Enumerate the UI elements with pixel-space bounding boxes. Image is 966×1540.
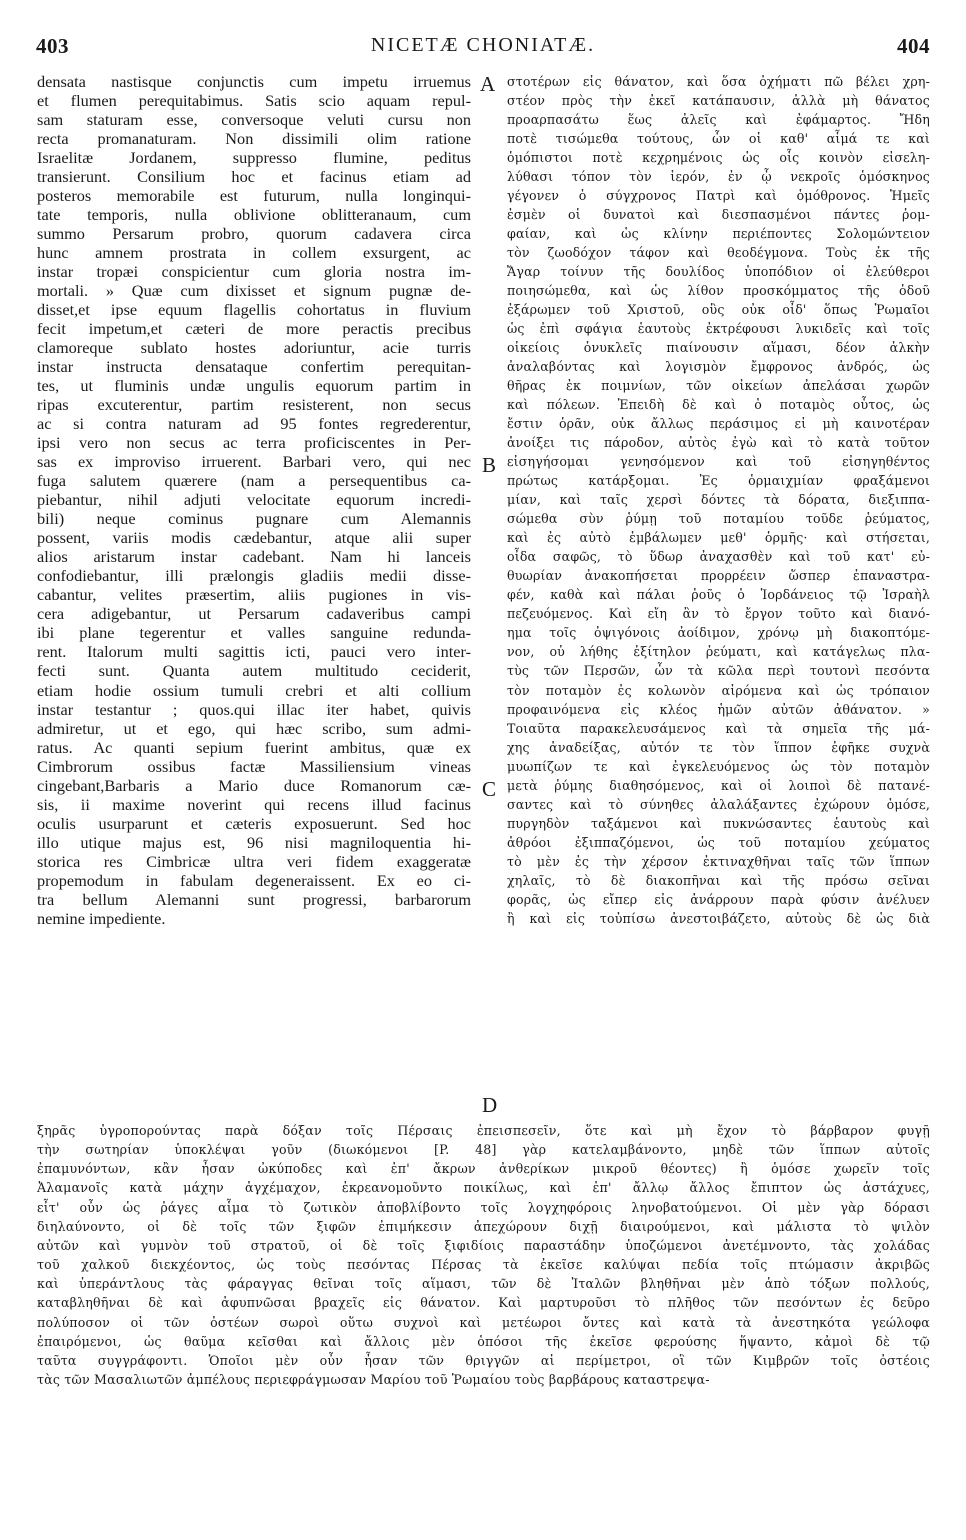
latin-text-line: sam staturam esse, conversoque veluti cursu non [37,110,471,130]
greek-text-line: χηλαῖς, τὸ δὲ διακοπῆναι καὶ τῆς πρόσω σεῖναι [507,872,930,888]
running-header [36,34,930,60]
latin-text-line: ratus. Ac quanti sepium fuerint ambitus, quæ ex [37,737,471,757]
greek-text-line: φορᾶς, ὡς εἴπερ εἰς ἀνάρρουν παρὰ φύσιν ἀνέλυεν [507,891,930,907]
greek-text-line: ημα τοῖς ὀψιγόνοις ἀοίδιμον, χρόνῳ μὴ διακοπτόμε- [507,625,930,641]
latin-text-line: instar tropæi conspicientur cum gloria nostra im- [37,262,471,282]
greek-text-line: καὶ ἐς αὐτὸ ἐμβάλωμεν μεθ' ὁρμῆς· καὶ στήσεται, [507,530,930,546]
greek-column [507,72,930,928]
section-marker-a: A [480,72,496,96]
greek-text-line: χης ἀναδείξας, αὐτόν τε τὸν ἵππον ἐφῆκε συχνὰ [507,739,930,755]
latin-text-line: alios aristarum instar cadebant. Nam hi lanceis [37,547,471,567]
greek-text-line: γέγονεν ὁ σύγχρονος Πατρὶ καὶ ὁμόθρονος. Ἡμεῖς [507,188,930,204]
latin-text-line: confodiebantur, illi prælongis gladiis medii disse- [37,566,471,586]
greek-text-line: φέν, καθὰ καὶ πάλαι ῥοῦς ὁ Ἰορδάνειος τῷ Ἰσραὴλ [507,587,930,603]
latin-text-line: disset,et ipse equum flagellis cohortatus in fluvium [37,300,471,320]
latin-text-line: etiam hodie ossium tumuli crebri et alti collium [37,680,471,700]
latin-text-line: fuga salutem quærere (nam a persequentibus ca- [37,471,471,491]
greek-text-line: μυωπίζων τε καὶ ἐγκελευόμενος ὡς τὸν ποταμὸν [507,758,930,774]
greek-text-line: εἰσηγήσομαι γενησόμενον καὶ τοῦ εἰσηγηθέντος [507,454,930,470]
greek-text-line: αὐτῶν καὶ γυμνὸν τοῦ στρατοῦ, οἱ δὲ τοῖς ξιφιδίοις παραστάδην ὑποζώμενοι ἀνετέμνοντο, τὰς χολάδας [37,1237,930,1253]
latin-text-line: fecit impetum,et cæteri de more peractis precibus [37,319,471,339]
latin-text-line: Israelitæ Jordanem, suppresso flumine, peditus [37,148,471,168]
greek-text-line: μετὰ ῥύμης διαθησόμενος, καὶ οἱ λοιποὶ δὲ πατανέ- [507,777,930,793]
greek-text-line: οἰκείοις ὀνυκλεῖς πιαίνουσιν αἵμασι, δέον ἀλκὴν [507,340,930,356]
latin-text-line: et flumen perequitabimus. Satis scio aquam repul- [37,91,471,111]
greek-text-line: Ἀλαμανοῖς κατὰ μάχην ἀγχέμαχον, ἐκρεανομοῦντο ποικίλως, καὶ ἐπ' ἄλλῳ ἄλλος ἔπιπτον ὡς ἀστάχυες, [37,1180,930,1196]
latin-text-line: summo Persarum probro, quorum cadavera circa [37,224,471,244]
greek-text-line: ἔστιν ὁρᾶν, οὐκ ἄλλως περάσιμος εἰ μὴ καινοτέραν [507,416,930,432]
latin-text-line: hunc amnem prostrata in collem exsurgent, ac [37,243,471,263]
greek-text-line: θῆρας ἐκ ποιμνίων, τῶν οἰκείων ἀπελάσαι χωρῶν [507,378,930,394]
greek-text-line: Τοιαῦτα παρακελευσάμενος καὶ τὰ σημεῖα τῆς μά- [507,720,930,736]
greek-text-line: προφαινόμενα εἰς κλέος ἡμῶν αὐτῶν ἀθάνατον. » [507,701,930,717]
left-page-number: 403 [36,34,69,58]
latin-text-line: oculis usurparunt et cæteris exposuerunt. Sed hoc [37,813,471,833]
running-title: NICETÆ CHONIATÆ. [370,34,596,56]
greek-text-line: ἀνοίξει τις πάροδον, αὐτὸς ἐγὼ καὶ τὸ κατὰ τοῦτον [507,435,930,451]
latin-column [37,72,471,928]
latin-text-line: piebantur, nihil adjuti velocitate equorum incredi- [37,490,471,510]
greek-text-line: τὴν σωτηρίαν ὑποκλέψαι γοῦν (διωκόμενοι [P. 48] γὰρ κατελαμβάνοντο, μηδὲ τῶν ἵππων αὐτοῖς [37,1142,930,1158]
greek-text-line: τοῦ χαλκοῦ διεκχέοντος, ὡς τοὺς πεσόντας Πέρσας τὰ ἐκεῖσε καλύψαι πεδία τοῖς πτώμασιν ἀκριβῶς [37,1257,930,1273]
greek-text-line: ἐπαιρόμενοι, ὡς θαῦμα κεῖσθαι καὶ ἄλλοις μὲν ὁπόσοι τῆς ἐκεῖσε φερούσης ἥψαντο, κἀμοὶ δὲ τῷ [37,1333,930,1349]
greek-text-line: πυργηδὸν ταξάμενοι καὶ πυκνώσαντες ἑαυτοὺς καὶ [507,815,930,831]
greek-text-line: σώμεθα σὺν ῥύμῃ τοῦ ποταμίου τοῦδε ῥεύματος, [507,511,930,527]
latin-text-line: nemine impediente. [37,908,166,928]
greek-text-line: σαντες καὶ τὸ σύνηθες ἀλαλάξαντες ἐχώρουν ὁμόσε, [507,796,930,812]
greek-text-line: οἶδα σαφῶς, τὸ ὕδωρ ἀναχασθὲν καὶ τοῦ κατ' εὐ- [507,549,930,565]
greek-text-line: ξηρᾶς ὑγροπορούντας παρὰ δόξαν τοῖς Πέρσαις ἐπεισπεσεῖν, ὅτε καὶ μὴ ἔχον τὸ βάρβαρον φυγῇ [37,1123,930,1138]
greek-text-line: ποτὲ τισώμεθα τούτους, ὧν οἱ καθ' αἷμά τε καὶ [507,131,930,147]
right-page-number: 404 [897,34,930,58]
latin-text-line: cera adigebantur, ut Persarum cadaveribus campi [37,604,471,624]
latin-text-line: mortali. » Quæ cum dixisset et signum pugnæ de- [37,281,471,301]
latin-text-line: cingebant,Barbaris a Mario duce Romanorum cæ- [37,775,471,795]
latin-text-line: sis, ii maxime noverint qui recens illud facinus [37,794,471,814]
greek-text-line: ὁμόπιστοι ποτὲ κεχρημένοις ὡς οἷς κοινὸν εἰσελη- [507,150,930,166]
greek-text-line: στέον πρὸς τὴν ἐκεῖ κατάπαυσιν, ἀλλὰ μὴ θάνατος [507,93,930,109]
latin-text-line: bili) neque cominus pugnare cum Alemannis [37,509,471,529]
latin-text-line: ibi plane tegerentur et valles sanguine redunda- [37,623,471,643]
greek-full-width-text [37,1121,930,1389]
latin-text-line: propemodum in fabulam degeneraissent. Ex eo ci- [37,870,471,890]
greek-text-line: τὺς τῶν Περσῶν, ὧν τὰ κῶλα περὶ τουτονὶ πεσόντα [507,663,930,679]
greek-text-line: τὰς τῶν Μασαλιωτῶν ἀμπέλους περιεφράγμωσαν Μαρίου τοῦ Ῥωμαίου τοὺς βαρβάρους καταστρεψα- [37,1372,710,1388]
greek-text-line: καταβληθῆναι δὲ καὶ ἀφυπνῶσαι βραχεῖς εἰς θάνατον. Καὶ μαρτυροῦσι τὸ πλῆθος τῶν πεσόντων ἐς δεῦρο [37,1295,930,1311]
greek-text-line: στοτέρων εἰς θάνατον, καὶ ὅσα ὀχήματι πῶ βέλει χρη- [507,74,930,89]
latin-text-line: tate temporis, nulla oblivione oblitteranaum, cum [37,205,471,225]
latin-text-line: cabantur, velites præsertim, aliis pugiones in vis- [37,585,471,605]
latin-text-line: instar instructa densataque confertim perequitan- [37,357,471,377]
latin-text-line: tes, ut fluminis undæ ungulis equorum partim in [37,376,471,396]
latin-text-line: ipsi vero non secus ac terra proficiscentes in Per- [37,433,471,453]
greek-text-line: λύθασι τόπον τὸν ἱερόν, ἐν ᾧ νεκροῖς ὁμόσκηνος [507,169,930,185]
greek-text-line: τὸ μὲν ἐς τὴν χέρσον ἐκτιναχθῆναι ταῖς τῶν ἵππων [507,853,930,869]
latin-text-line: admiretur, ut et ego, qui hæc scribo, sum admi- [37,718,471,738]
greek-text-line: ἐπαμυνόντων, κἂν ἦσαν ὠκύποδες καὶ ἐπ' ἄκρων ἀνθερίκων μικροῦ θέοντες) ἢ ὁμόσε χωρεῖν τοῖς [37,1161,930,1177]
latin-text-line: illo utique majus est, 96 nisi magniloquentia hi- [37,832,471,852]
greek-text-line: ταῦτα συγγράφοντι. Ὁποῖοι μὲν οὖν ἦσαν τῶν θριγγῶν αἱ περίμετροι, οἳ τῶν Κιμβρῶν τοῖς ὀστέοις [37,1352,930,1368]
greek-text-line: ἀθρόοι ἐξιππαζόμενοι, ὡς τοῦ ποταμίου χεύματος [507,834,930,850]
greek-text-line: φαίαν, καὶ ὡς κλίνην περιέποντες Σολομώντειον [507,226,930,242]
greek-text-line: ἐξάρωμεν τοῦ Χριστοῦ, οὓς οὐκ οἶδ' ὅπως Ῥωμαῖοι [507,302,930,318]
greek-text-line: προαρπασάτω ἕως ἀλεῖς καὶ ἐφάμαρτος. Ἤδη [507,112,930,128]
latin-text-line: rent. Italorum multi sagittis icti, pauci vero inter- [37,642,471,662]
greek-text-line: εἶτ' οὖν ὡς ῥάγες αἷμα τὸ ζωτικὸν ἀποβλίβοντο τοῖς λογχηφόροις ληνοβατούμενοι. Οἱ μὲν γὰρ δόρασι [37,1199,930,1215]
latin-text-line: Cimbrorum ossibus factæ Massiliensium vineas [37,756,471,776]
greek-text-line: καὶ ὑπεράντλους τὰς φάραγγας θεῖναι τοῖς αἵμασι, τῶν δὲ Ἰταλῶν βληθῆναι μὲν ἀπὸ τόξων πολλούς, [37,1276,930,1292]
greek-text-line: θυωρίαν ἀνακοπήσεται προρρέειν ὥσπερ ἐπαναστρα- [507,568,930,584]
greek-text-line: νον, οὐ λήθης ἐξίτηλον ῥεύματι, καὶ κατάγελως πλα- [507,644,930,660]
latin-text-line: transierunt. Consilium hoc et facinus etiam ad [37,167,471,187]
greek-text-line: ἢ καὶ εἰς τοὐπίσω ἀνεστοιβάζετο, αὐτοὺς δὲ ὡς διὰ [507,910,930,926]
greek-text-line: ἀναλαβόντας καὶ λογισμὸν ἔμφρονος ἀνδρός, ὡς [507,359,930,375]
latin-text-line: storica res Cimbricæ ultra veri fidem exaggeratæ [37,851,471,871]
greek-text-line: μίαν, καὶ ταῖς χερσὶ δόντες τὰ δόρατα, διεξιππα- [507,492,930,508]
section-marker-b: B [482,453,497,477]
latin-text-line: densata nastisque conjunctis cum impetu irruemus [37,72,471,91]
latin-text-line: possent, variis modis cædebantur, atque alii super [37,528,471,548]
greek-text-line: πρώτως κατάρξομαι. Ἐς ὁρμαιχμίαν φραξάμενοι [507,473,930,489]
greek-text-line: τὸν ζωοδόχον τάφον καὶ θεοδέγμονα. Τοὺς ἐκ τῆς [507,245,930,261]
greek-text-line: Ἄγαρ τοίνυν τῆς δουλίδος ὑποπόδιον οἱ ἐλεύθεροι [507,264,930,280]
greek-text-line: καὶ πόλεων. Ἐπειδὴ δὲ καὶ ὁ ποταμὸς οὗτος, ὡς [507,397,930,413]
latin-text-line: ac si contra naturam ad 95 fontes regrederentur, [37,414,471,434]
greek-text-line: ποιησώμεθα, καὶ ὡς λίθον προσκόμματος τῆς ὁδοῦ [507,283,930,299]
greek-text-line: ἐσμὲν οἱ δυνατοὶ καὶ διεσπασμένοι πάντες ῥομ- [507,207,930,223]
latin-text-line: sas ex improviso irruerent. Barbari vero, qui nec [37,452,471,472]
section-marker-c: C [482,777,497,801]
greek-text-line: τὸν ποταμὸν ἐς κολωνὸν αἰρόμενα καὶ ὡς τρόπαιον [507,682,930,698]
latin-text-line: tra bellum Alemanni sunt progressi, barbarorum [37,889,471,909]
latin-text-line: posteros memorabile est futurum, nulla longinqui- [37,186,471,206]
latin-text-line: recta promanaturam. Non dissimili olim ratione [37,129,471,149]
latin-text-line: fecti sunt. Quanta autem multitudo ceciderit, [37,661,471,681]
greek-text-line: πολύποσον οἱ τῶν ὀστέων σωροὶ οὕτω συχνοὶ καὶ μετέωροι ὄντες καὶ κατὰ τὰ ἀνεστηκότα γεώλοφα [37,1314,930,1330]
greek-text-line: πεζευόμενος. Καὶ εἴη ἂν τὸ ἔργον τοῦτο καὶ διανό- [507,606,930,622]
section-marker-d: D [482,1093,498,1117]
latin-text-line: clamoreque sublato hostes adoriuntur, acie turris [37,338,471,358]
greek-text-line: ὡς ἐπὶ σφάγια ἑαυτοὺς ἐκτρέφουσι λυκιδεῖς καὶ τοῖς [507,321,930,337]
latin-text-line: ripas excuterentur, partim resisterent, non secus [37,395,471,415]
latin-text-line: instar testantur ; quos.qui illac iter habet, quivis [37,699,471,719]
greek-text-line: διηλαύνοντο, οἱ δὲ τοῖς τῶν ξιφῶν ἐπιμήκεσιν ἀπεχώρουν διχῇ διαιρούμενοι, καὶ μάλιστα τὸ ψιλὸν [37,1218,930,1234]
